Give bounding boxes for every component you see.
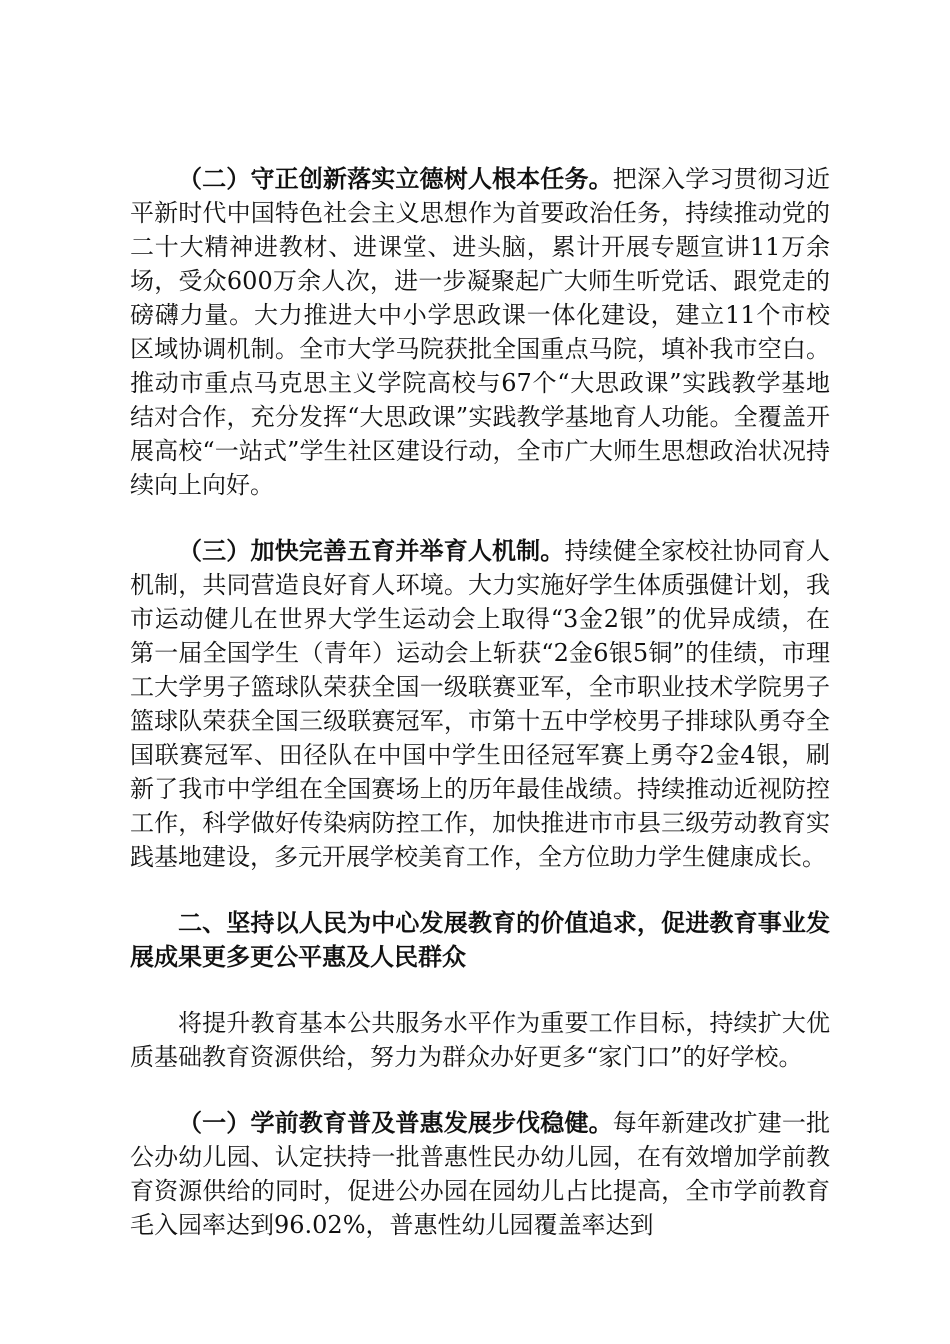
subsection-title: （三）加快完善五育并举育人机制。 bbox=[178, 537, 565, 565]
paragraph-text: 持续健全家校社协同育人机制，共同营造良好育人环境。大力实施好学生体质强健计划，我市运动健儿在世界大学生运动会上取得“3金2银”的优异成绩，在第一届全国学生（青年）运动会上斩获“2金6银5铜”的佳绩，市理工大学男子篮球队荣获全国一级联赛亚军，全市职业技术学院男子篮球队荣获全国三级联赛冠军，市第十五中学校男子排球队勇夺全国联赛冠军、田径队在中国中学生田径冠军赛上勇夺2金4银，刷新了我市中学组在全国赛场上的历年最佳战绩。持续推动近视防控工作，科学做好传染病防控工作，加快推进市市县三级劳动教育实践基地建设，多元开展学校美育工作，全方位助力学生健康成长。 bbox=[130, 537, 831, 871]
subsection-title: （一）学前教育普及普惠发展步伐稳健。 bbox=[178, 1109, 613, 1137]
section-heading: 二、坚持以人民为中心发展教育的价值追求，促进教育事业发展成果更多更公平惠及人民群众 bbox=[130, 909, 830, 971]
document-body bbox=[130, 162, 830, 1274]
paragraph-text: 将提升教育基本公共服务水平作为重要工作目标，持续扩大优质基础教育资源供给，努力为群众办好更多“家门口”的好学校。 bbox=[130, 1009, 830, 1071]
subsection-title: （二）守正创新落实立德树人根本任务。 bbox=[178, 165, 613, 193]
paragraph-text: 把深入学习贯彻习近平新时代中国特色社会主义思想作为首要政治任务，持续推动党的二十大精神进教材、进课堂、进头脑，累计开展专题宣讲11万余场，受众600万余人次，进一步凝聚起广大师生听党话、跟党走的磅礴力量。大力推进大中小学思政课一体化建设，建立11个市校区域协调机制。全市大学马院获批全国重点马院，填补我市空白。推动市重点马克思主义学院高校与67个“大思政课”实践教学基地结对合作，充分发挥“大思政课”实践教学基地育人功能。全覆盖开展高校“一站式”学生社区建设行动，全市广大师生思想政治状况持续向上向好。 bbox=[130, 165, 831, 499]
section-paragraph-preschool bbox=[130, 1106, 830, 1242]
section-paragraph-five-education bbox=[130, 534, 830, 874]
section-paragraph-moral-education bbox=[130, 162, 830, 502]
paragraph-text: 每年新建改扩建一批公办幼儿园、认定扶持一批普惠性民办幼儿园，在有效增加学前教育资源供给的同时，促进公办园在园幼儿占比提高，全市学前教育毛入园率达到96.02%，普惠性幼儿园覆盖率达到 bbox=[130, 1109, 831, 1239]
section-intro-paragraph bbox=[130, 1006, 830, 1074]
